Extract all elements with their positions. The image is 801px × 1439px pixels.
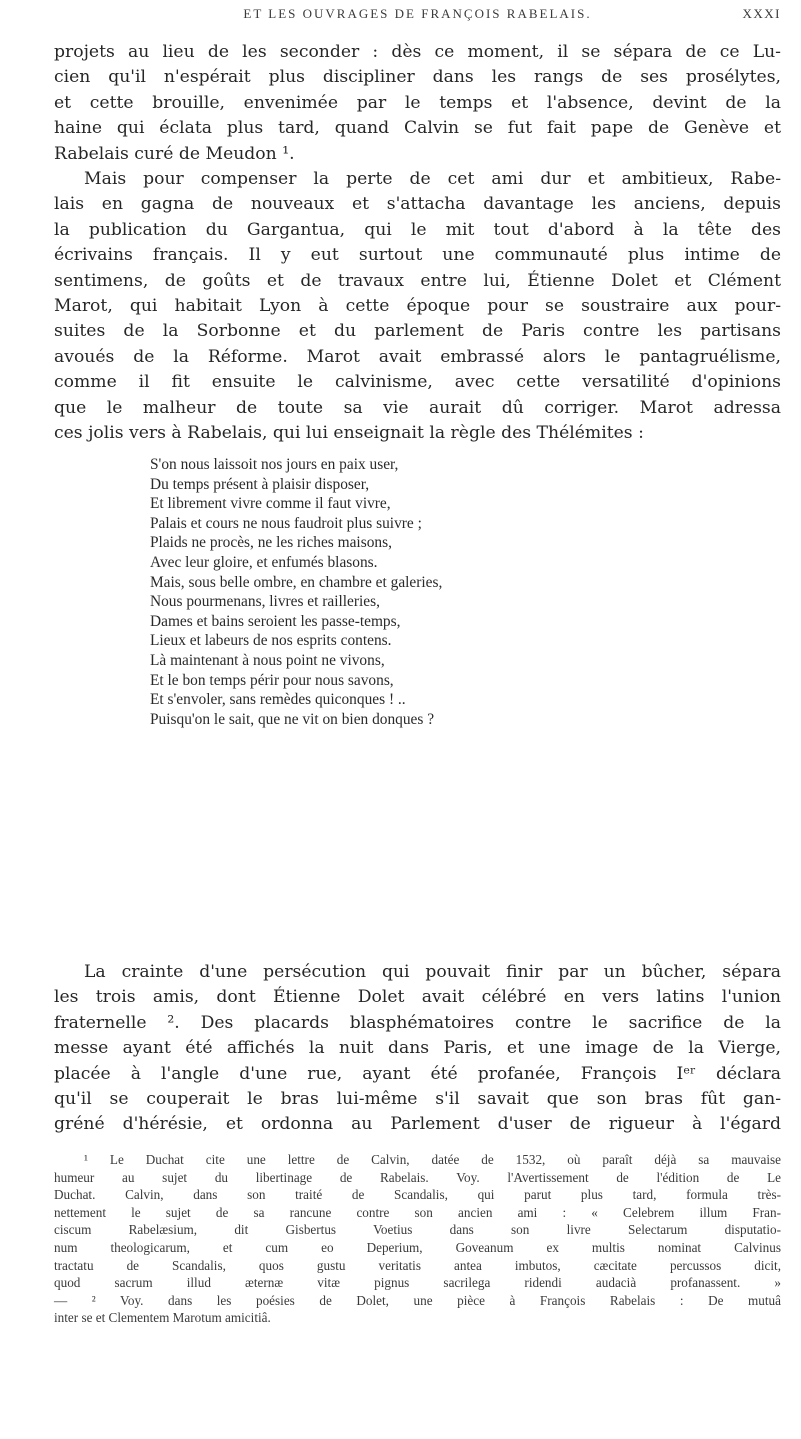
footnote-line: nettement le sujet de sa rancune contre son ancien ami : « Celebrem illum Fran- (54, 1204, 781, 1220)
text-line: gréné d'hérésie, et ordonna au Parlement d'user de rigueur à l'égard (54, 1114, 781, 1135)
footnote-line: inter se et Clementem Marotum amicitiâ. (54, 1310, 271, 1326)
paragraph-3 (54, 960, 781, 1138)
verse-line: Palais et cours ne nous faudroit plus suivre ; (150, 514, 422, 532)
text-line: écrivains français. Il y eut surtout une communauté plus intime de (54, 245, 781, 266)
text-line: comme il fit ensuite le calvinisme, avec cette versatilité d'opinions (54, 372, 781, 393)
footnote-line: humeur au sujet du libertinage de Rabelais. Voy. l'Avertissement de l'édition de Le (54, 1169, 781, 1185)
page-number: XXXI (742, 6, 781, 21)
text-line: messe ayant été affichés la nuit dans Paris, et une image de la Vierge, (54, 1038, 781, 1059)
text-line: suites de la Sorbonne et du parlement de Paris contre les partisans (54, 321, 781, 342)
verse-line: Avec leur gloire, et enfumés blasons. (150, 553, 378, 571)
text-line: avoués de la Réforme. Marot avait embrassé alors le pantagruélisme, (54, 346, 781, 367)
footnote-line: ¹ Le Duchat cite une lettre de Calvin, datée de 1532, où paraît déjà sa mauvaise (84, 1152, 781, 1167)
verse-line: Du temps présent à plaisir disposer, (150, 475, 370, 493)
text-line: haine qui éclata plus tard, quand Calvin se fut fait pape de Genève et (54, 118, 781, 139)
verse-line: Mais, sous belle ombre, en chambre et galeries, (150, 573, 443, 591)
footnote-line: quod sacrum illud æternæ vitæ pignus sacrilega ridendi audacià profanassent. » (54, 1275, 781, 1291)
footnote-line: Duchat. Calvin, dans son traité de Scandalis, qui parut plus tard, formula très- (54, 1187, 781, 1203)
text-line: placée à l'angle d'une rue, ayant été profanée, François Iᵉʳ déclara (54, 1063, 781, 1084)
text-line: lais en gagna de nouveaux et s'attacha davantage les anciens, depuis (54, 194, 781, 215)
footnote-line: — ² Voy. dans les poésies de Dolet, une pièce à François Rabelais : De mutuâ (54, 1292, 781, 1308)
verse-line: Et le bon temps périr pour nous savons, (150, 671, 394, 689)
text-line: ces jolis vers à Rabelais, qui lui enseignait la règle des Thélémites : (54, 423, 644, 444)
footnote-line: tractatu de Scandalis, quos gustu veritatis antea imbutos, cæcitate percussos dicit, (54, 1257, 781, 1273)
verse-line: Et librement vivre comme il faut vivre, (150, 495, 391, 513)
text-line: qu'il se couperait le bras lui-même s'il savait que son bras fût gan- (54, 1089, 781, 1110)
footnote-line: ciscum Rabelæsium, dit Gisbertus Voetius dans son livre Selectarum disputatio- (54, 1222, 781, 1238)
verse-line: Plaids ne procès, ne les riches maisons, (150, 534, 392, 552)
text-line: Mais pour compenser la perte de cet ami dur et ambitieux, Rabe- (84, 169, 781, 189)
text-line: sentimens, de goûts et de travaux entre lui, Étienne Dolet et Clément (54, 270, 781, 291)
footnote-line: num theologicarum, et cum eo Deperium, Goveanum ex multis nominat Calvinus (54, 1239, 781, 1255)
running-header (54, 6, 781, 28)
verse-line: S'on nous laissoit nos jours en paix user, (150, 456, 399, 473)
text-line: fraternelle ². Des placards blasphématoires contre le sacrifice de la (54, 1012, 781, 1033)
verse-line: Là maintenant à nous point ne vivons, (150, 651, 385, 669)
verse-line: Nous pourmenans, livres et railleries, (150, 593, 380, 611)
footnotes (54, 1151, 781, 1327)
text-line: Marot, qui habitait Lyon à cette époque pour se soustraire aux pour- (54, 296, 781, 317)
verse-line: Dames et bains seroient les passe-temps, (150, 612, 401, 630)
running-title: ET LES OUVRAGES DE FRANÇOIS RABELAIS. (243, 6, 592, 21)
text-line: la publication du Gargantua, qui le mit tout d'abord à la tête des (54, 219, 781, 240)
verse-line: Lieux et labeurs de nos esprits contens. (150, 632, 392, 650)
verse-block (150, 455, 710, 729)
text-line: que le malheur de toute sa vie aurait dû corriger. Marot adressa (54, 397, 781, 418)
verse-line: Puisqu'on le sait, que ne vit on bien donques ? (150, 710, 435, 728)
text-line: La crainte d'une persécution qui pouvait finir par un bûcher, sépara (84, 962, 781, 982)
text-line: Rabelais curé de Meudon ¹. (54, 143, 295, 164)
text-line: et cette brouille, envenimée par le temps et l'absence, devint de la (54, 92, 781, 113)
text-line: les trois amis, dont Étienne Dolet avait célébré en vers latins l'union (54, 987, 781, 1008)
verse-line: Et s'envoler, sans remèdes quiconques ! .. (150, 691, 406, 709)
paragraph-1 (54, 40, 781, 167)
text-line: cien qu'il n'espérait plus discipliner dans les rangs de ses prosélytes, (54, 67, 781, 88)
text-line: projets au lieu de les seconder : dès ce moment, il se sépara de ce Lu- (54, 42, 781, 62)
paragraph-2 (54, 167, 781, 446)
